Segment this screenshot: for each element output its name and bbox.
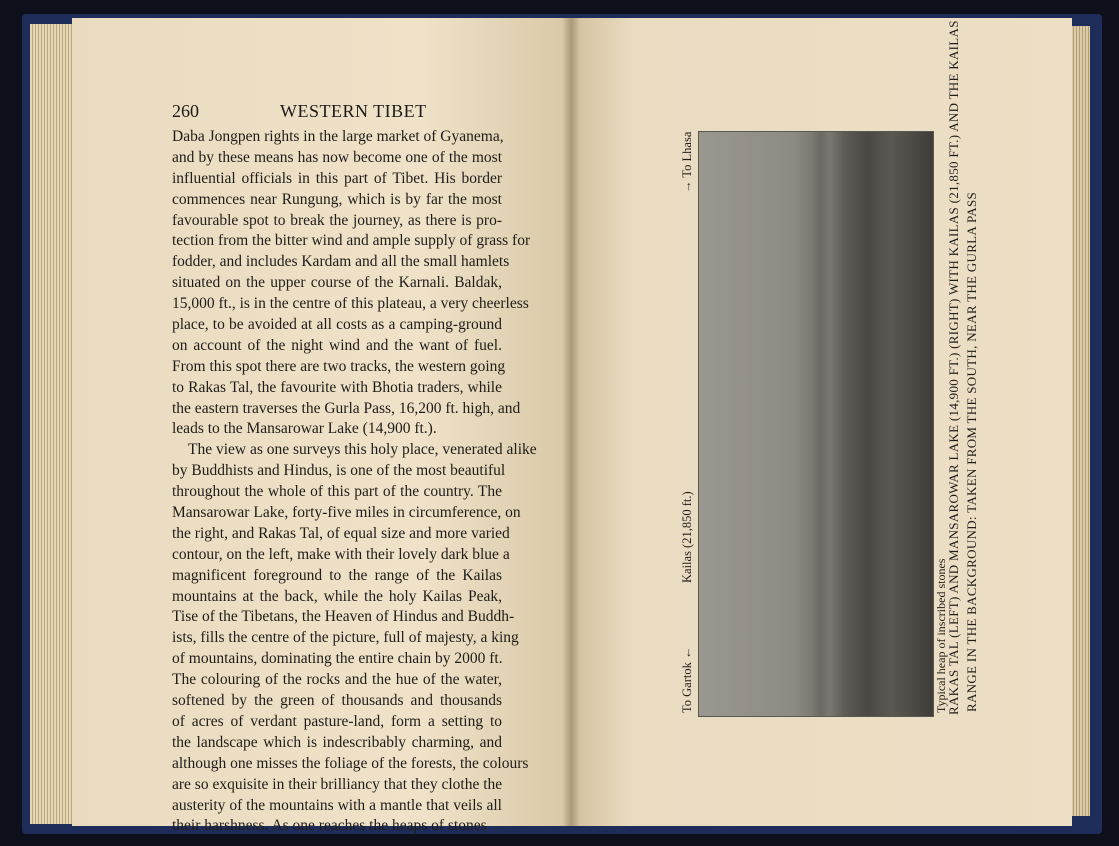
page-edges-left [30,24,76,824]
text-line: throughout the whole of this part of the country. The [172,483,502,501]
text-line: to Rakas Tal, the favourite with Bhotia traders, while [172,378,502,396]
text-line: Daba Jongpen rights in the large market of Gyanema, [172,128,504,145]
text-line: The colouring of the rocks and the hue of the water, [172,671,502,689]
text-line: contour, on the left, make with their lovely dark blue a [172,545,510,563]
caption-line-2: RANGE IN THE BACKGROUND: TAKEN FROM THE SOUTH, NEAR THE GURLA PASS [964,191,979,712]
text-line: the landscape which is indescribably charming, and [172,733,502,751]
text-line: ists, fills the centre of the picture, full of majesty, a king [172,629,519,647]
text-line: situated on the upper course of the Karnali. Baldak, [172,274,502,292]
page-header [172,101,502,125]
text-line: favourable spot to break the journey, as there is pro- [172,211,502,229]
text-line: by Buddhists and Hindus, is one of the most beautiful [172,462,506,480]
label-to-lhasa: → To Lhasa [680,131,694,193]
text-line: the eastern traverses the Gurla Pass, 16,200 ft. high, and [172,399,521,417]
text-line: 15,000 ft., is in the centre of this plateau, a very cheerless [172,295,529,313]
text-line: and by these means has now become one of the most [172,148,502,166]
text-line: austerity of the mountains with a mantle that veils all [172,796,502,814]
text-line: influential officials in this part of Tibet. His border [172,169,502,187]
label-kailas: Kailas (21,850 ft.) [680,491,694,583]
text-line: The view as one surveys this holy place, venerated alike [188,441,537,459]
text-line: although one misses the foliage of the forests, the colours [172,754,529,772]
running-head: WESTERN TIBET [280,101,427,121]
text-line: Tise of the Tibetans, the Heaven of Hindus and Buddh- [172,608,515,626]
text-line: From this spot there are two tracks, the western going [172,357,506,375]
text-line: leads to the Mansarowar Lake (14,900 ft.). [172,420,437,438]
text-line: Mansarowar Lake, forty-five miles in circumference, on [172,504,521,522]
text-line: softened by the green of thousands and thousands [172,692,502,710]
text-line: fodder, and includes Kardam and all the small hamlets [172,253,510,271]
body-text [172,127,537,837]
landscape-photo [698,131,934,717]
text-line: their harshness. As one reaches the heaps of stones [172,817,487,835]
text-line: are so exquisite in their brilliancy that they clothe the [172,775,503,793]
text-line: of mountains, dominating the entire chain by 2000 ft. [172,650,503,668]
caption-stones: Typical heap of inscribed stones [934,558,948,713]
caption-line-1: RAKAS TAL (LEFT) AND MANSAROWAR LAKE (14,900 FT.) (RIGHT) WITH KAILAS (21,850 FT.) AND THE KAILAS [946,20,961,715]
text-line: place, to be avoided at all costs as a camping-ground [172,316,502,334]
page-number: 260 [172,101,199,121]
text-line: magnificent foreground to the range of the Kailas [172,566,502,584]
book-gutter [562,18,580,826]
text-line: on account of the night wind and the want of fuel. [172,336,502,354]
text-line: mountains at the back, while the holy Kailas Peak, [172,587,502,605]
text-line: commences near Rungung, which is by far the most [172,190,502,208]
label-to-gartok: To Gartok ← [680,646,694,713]
text-line: the right, and Rakas Tal, of equal size and more varied [172,524,510,542]
text-line: of acres of verdant pasture-land, form a setting to [172,712,502,730]
text-line: tection from the bitter wind and ample supply of grass for [172,232,531,250]
